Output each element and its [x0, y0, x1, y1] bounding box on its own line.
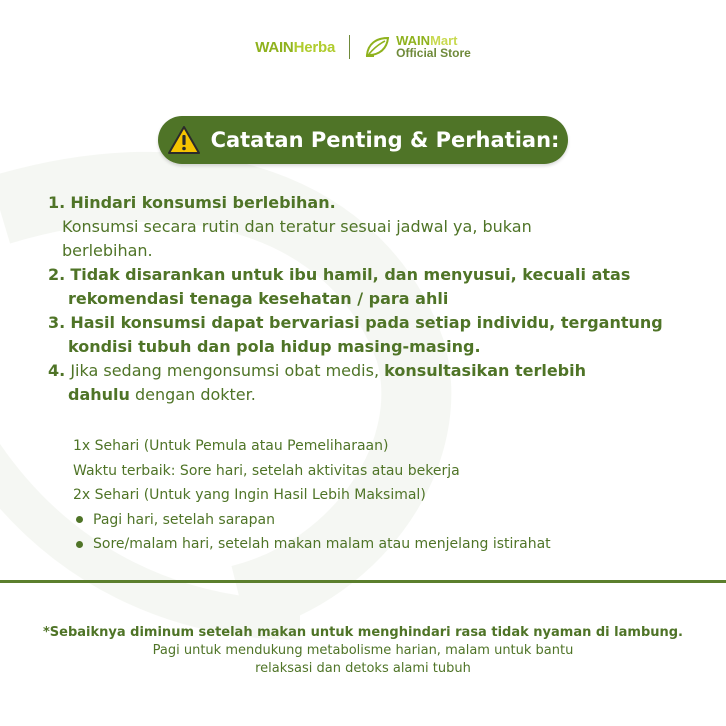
wainmart-logo: WAINMart Official Store: [364, 34, 471, 60]
schedule-once-daily: 1x Sehari (Untuk Pemula atau Pemeliharaan): [73, 438, 389, 454]
note-item-1: 1. Hindari konsumsi berlebihan. Konsumsi secara rutin dan teratur sesuai jadwal ya, bukan berlebihan.: [48, 193, 532, 260]
schedule-twice-daily: 2x Sehari (Untuk yang Ingin Hasil Lebih Maksimal): [73, 487, 426, 503]
wainherba-logo: WAINHerba: [255, 38, 336, 56]
note-item-3: 3. Hasil konsumsi dapat bervariasi pada setiap individu, tergantung kondisi tubuh dan pola hidup masing-masing.: [48, 313, 663, 356]
bullet-icon: [76, 541, 83, 548]
note-item-2: 2. Tidak disarankan untuk ibu hamil, dan menyusui, kecuali atas rekomendasi tenaga kesehatan / para ahli: [48, 265, 631, 308]
footer-line-2: Pagi untuk mendukung metabolisme harian, malam untuk bantu: [152, 643, 574, 658]
footer-disclaimer: *Sebaiknya diminum setelah makan untuk menghindari rasa tidak nyaman di lambung.: [42, 625, 683, 640]
page-title: Catatan Penting & Perhatian:: [210, 128, 560, 152]
list-item: Pagi hari, setelah sarapan: [73, 508, 693, 533]
note-item-4: 4. Jika sedang mengonsumsi obat medis, konsultasikan terlebih dahulu dengan dokter.: [48, 361, 587, 404]
schedule-best-time: Waktu terbaik: Sore hari, setelah aktivitas atau bekerja: [73, 462, 460, 479]
title-banner: [158, 116, 568, 164]
bullet-icon: [76, 516, 83, 523]
leaf-icon: [364, 34, 390, 60]
section-divider: [0, 580, 726, 583]
dosage-schedule: [73, 434, 693, 557]
logo-divider: [349, 35, 350, 59]
footer-note: [0, 624, 726, 678]
brand-header: [0, 34, 726, 60]
footer-line-3: relaksasi dan detoks alami tubuh: [255, 661, 471, 676]
warning-icon: [167, 125, 201, 155]
list-item: Sore/malam hari, setelah makan malam atau menjelang istirahat: [73, 532, 693, 557]
notes-list: [48, 191, 688, 407]
